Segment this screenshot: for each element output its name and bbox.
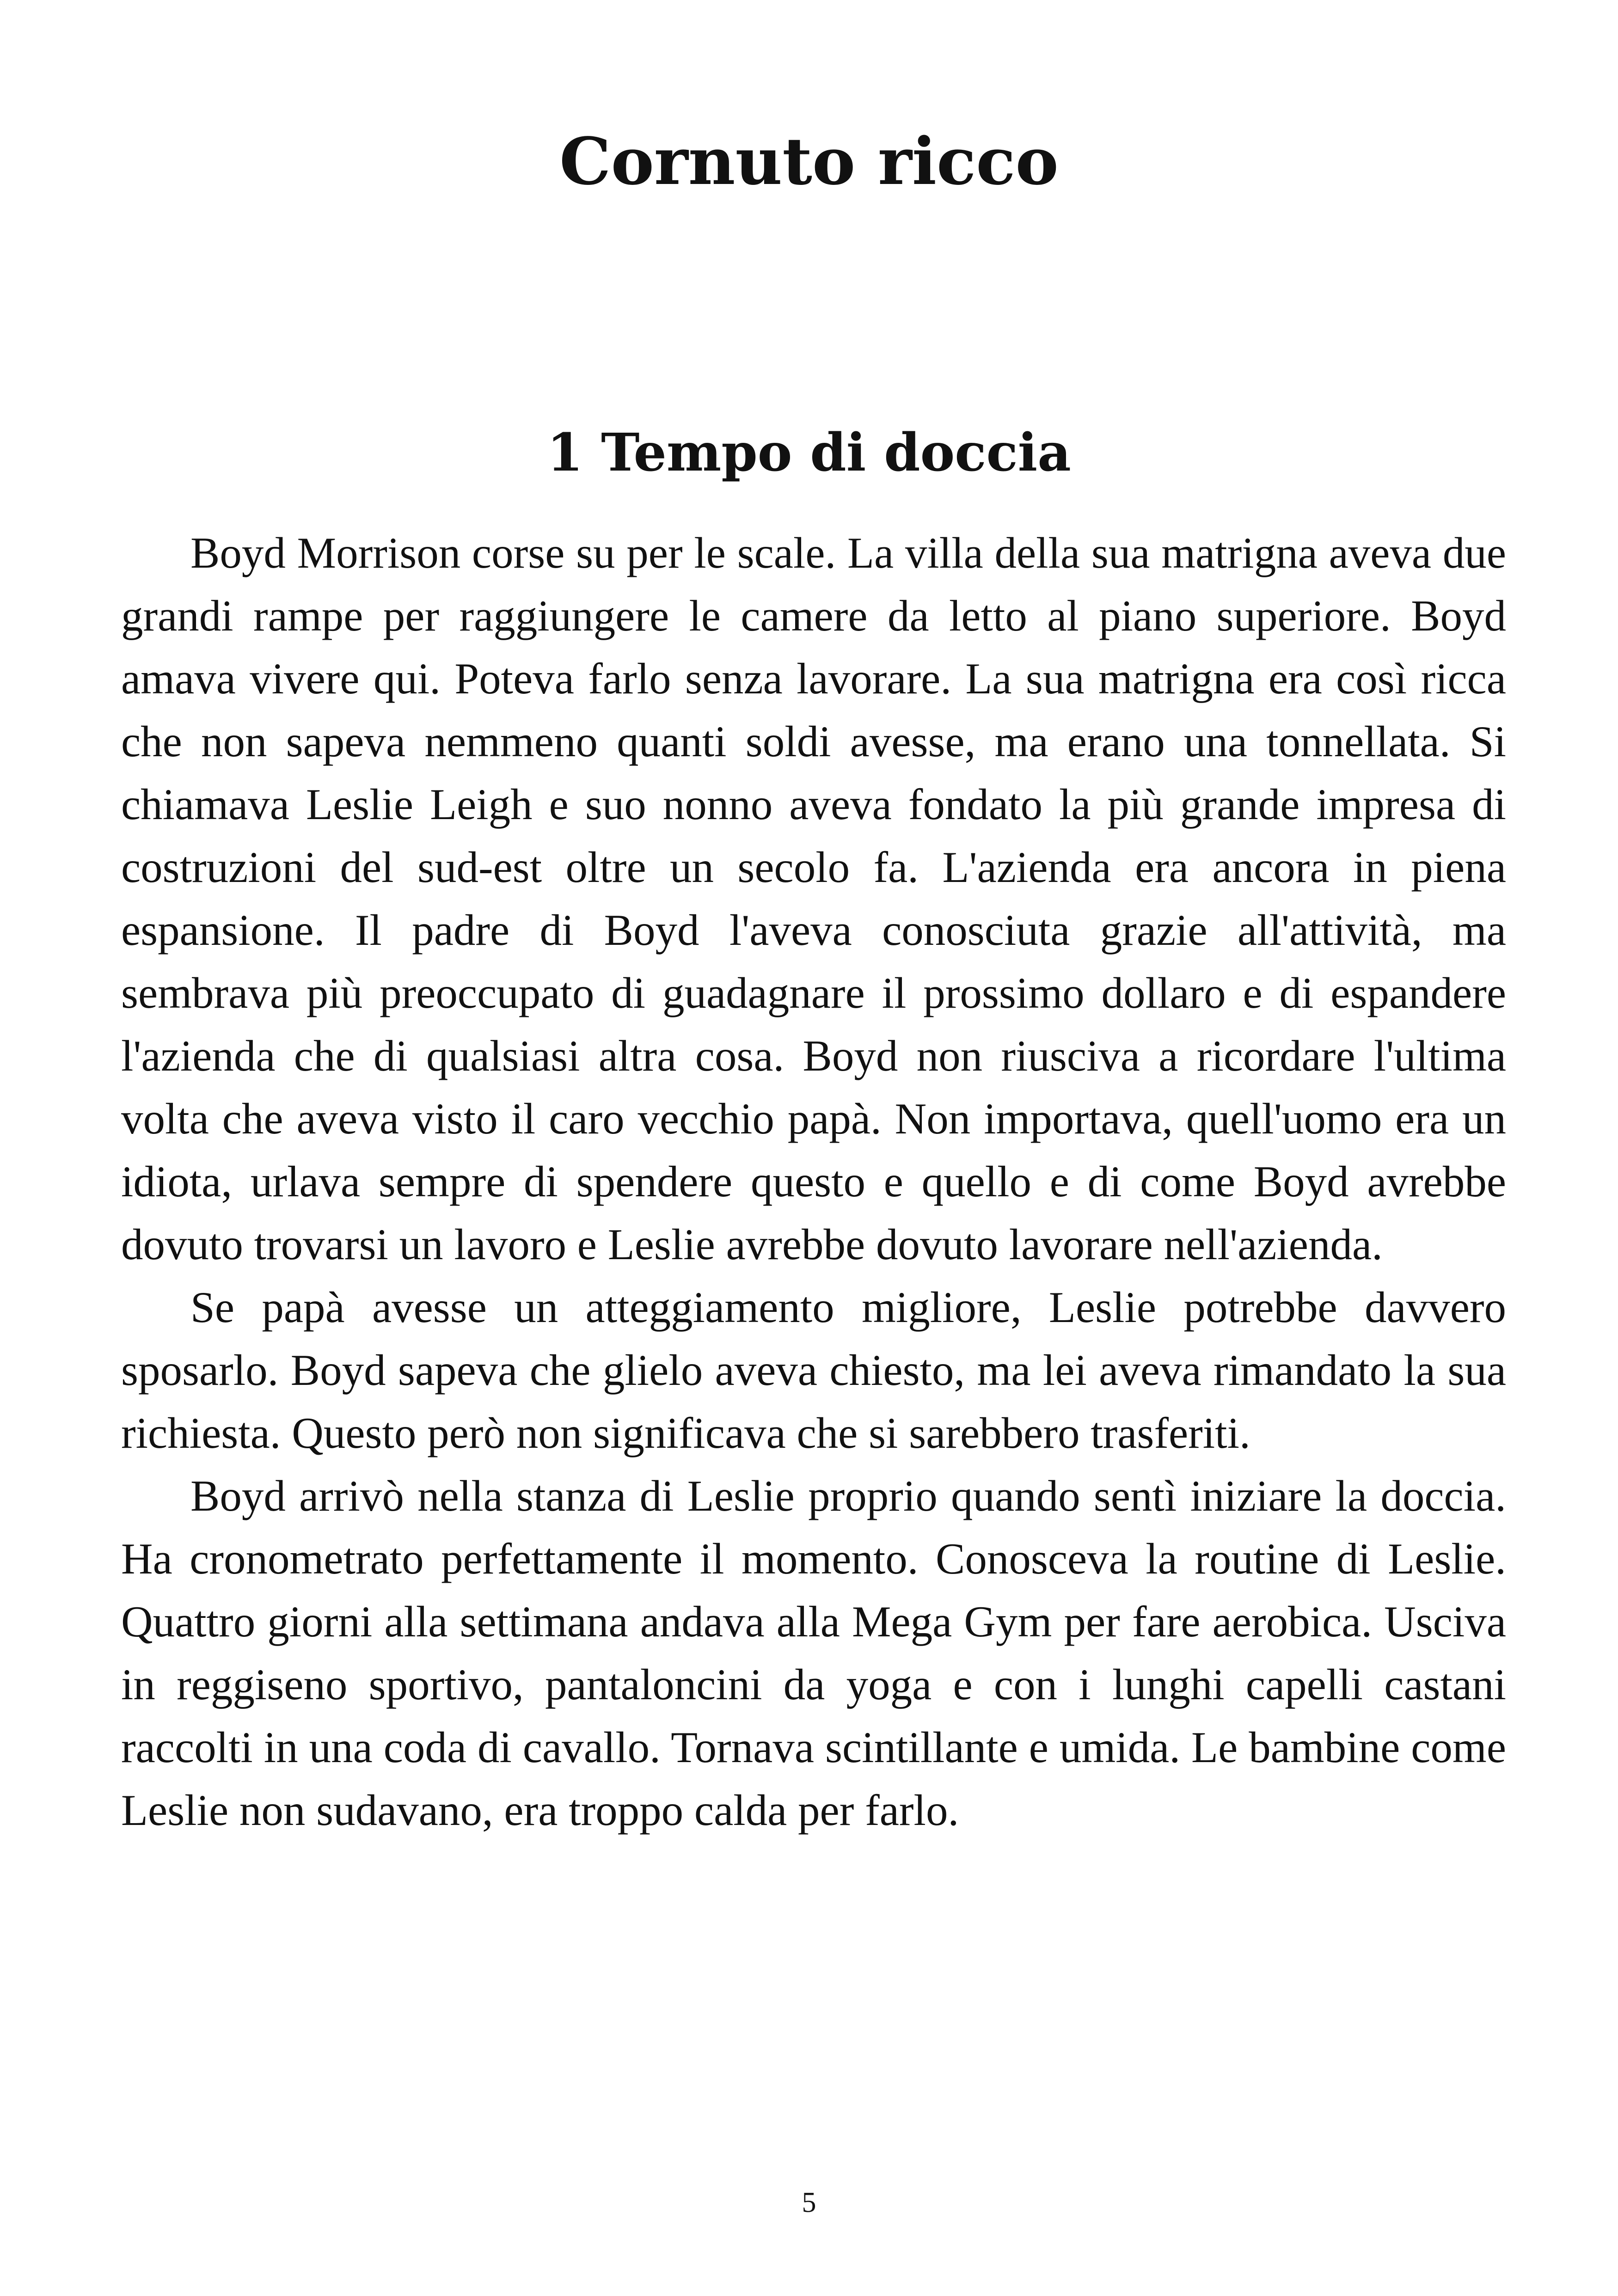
book-title: Cornuto ricco xyxy=(559,124,1059,200)
paragraph: Se papà avesse un atteggiamento migliore, Leslie potrebbe davvero sposarlo. Boyd sapeva che glielo aveva chiesto, ma lei aveva rimandato la sua richiesta. Questo però non significava che si sarebbero trasferiti. xyxy=(121,1283,1506,1457)
chapter-title: 1 Tempo di doccia xyxy=(547,422,1071,483)
paragraph: Boyd arrivò nella stanza di Leslie proprio quando sentì iniziare la doccia. Ha cronometrato perfettamente il momento. Conosceva la routine di Leslie. Quattro giorni alla settimana andava alla Mega Gym per fare aerobica. Usciva in reggiseno sportivo, pantaloncini da yoga e con i lunghi capelli castani raccolti in una coda di cavallo. Tornava scintillante e umida. Le bambine come Leslie non sudavano, era troppo calda per farlo. xyxy=(121,1471,1506,1835)
paragraph: Boyd Morrison corse su per le scale. La villa della sua matrigna aveva due grandi rampe per raggiungere le camere da letto al piano superiore. Boyd amava vivere qui. Poteva farlo senza lavorare. La sua matrigna era così ricca che non sapeva nemmeno quanti soldi avesse, ma erano una tonnellata. Si chiamava Leslie Leigh e suo nonno aveva fondato la più grande impresa di costruzioni del sud-est oltre un secolo fa. L'azienda era ancora in piena espansione. Il padre di Boyd l'aveva conosciuta grazie all'attività, ma sembrava più preoccupato di guadagnare il prossimo dollaro e di espandere l'azienda che di qualsiasi altra cosa. Boyd non riusciva a ricordare l'ultima volta che aveva visto il caro vecchio papà. Non importava, quell'uomo era un idiota, urlava sempre di spendere questo e quello e di come Boyd avrebbe dovuto trovarsi un lavoro e Leslie avrebbe dovuto lavorare nell'azienda. xyxy=(121,528,1506,1269)
page-number: 5 xyxy=(802,2187,816,2218)
chapter-body xyxy=(121,521,1506,1842)
